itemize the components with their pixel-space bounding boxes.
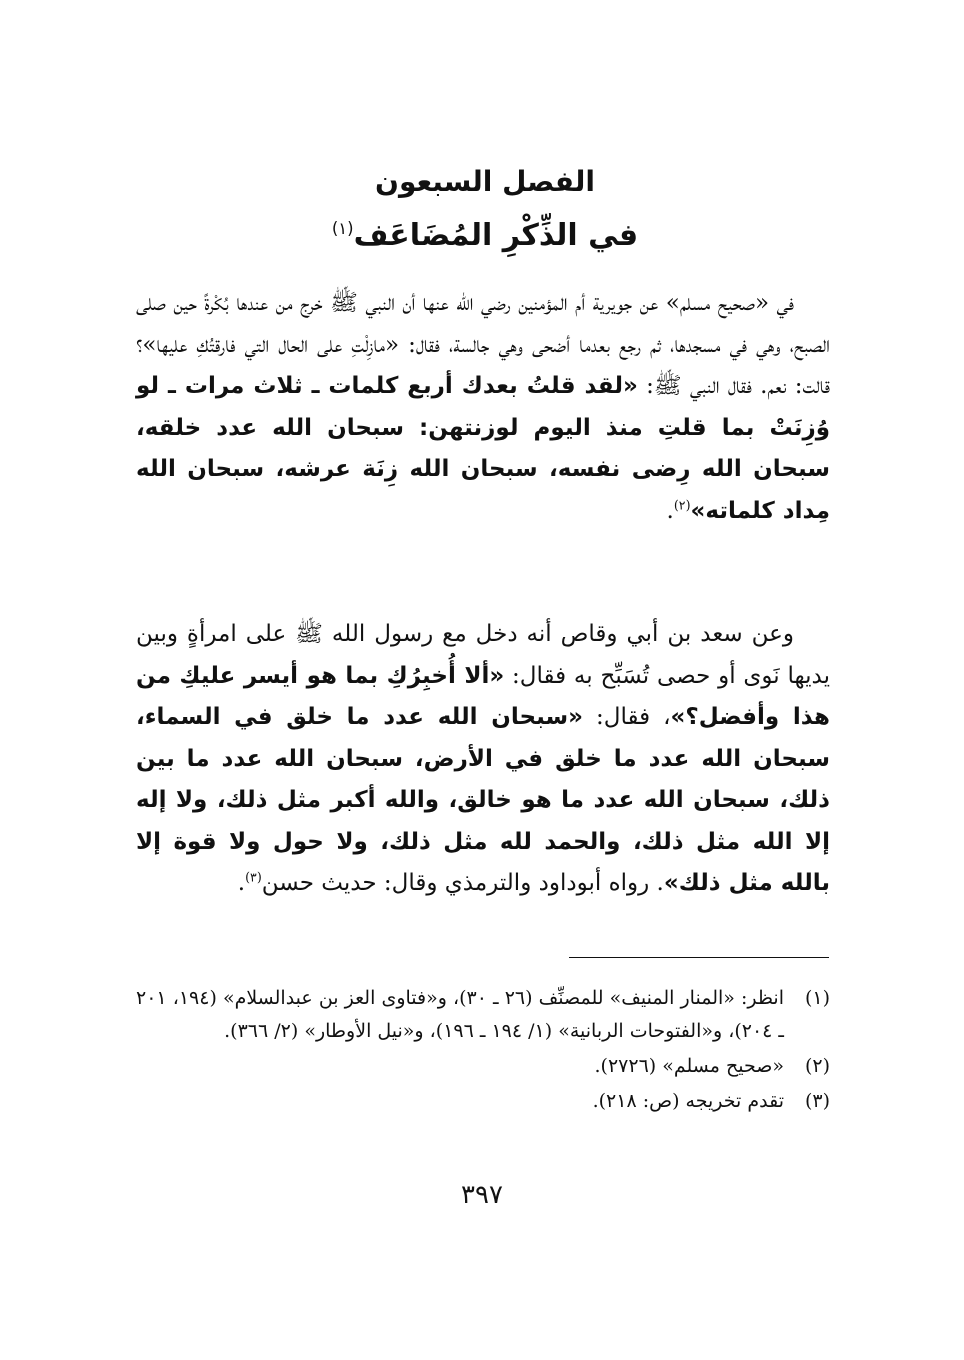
paragraph-juwayriya-hadith — [136, 283, 830, 532]
page-number: ٣٩٧ — [461, 1180, 503, 1210]
paragraph-2-quote-1: «ألا أُخبِرُكِ بما هو أيسر عليكِ من هذا وأفضل؟» — [136, 662, 830, 730]
paragraph-1-end: . — [666, 497, 674, 524]
paragraph-saad-hadith — [136, 614, 830, 905]
footnote-text: تقدم تخريجه (ص: ٢١٨). — [592, 1090, 784, 1112]
chapter-title-text: الفصل السبعون — [375, 165, 595, 198]
footnote-separator — [569, 957, 829, 958]
paragraph-1-quote: «لقد قلتُ بعدك أربع كلمات ـ ثلاث مرات ـ لو وُزِنَتْ بما قلتِ منذ اليوم لوزنتهن: سبحان الله عدد خلقه، سبحان الله رِضى نفسه، سبحان الله زِنَة عرشه، سبحان الله مِداد كلماته» — [136, 373, 830, 524]
footnote-ref-1: (١) — [331, 219, 354, 238]
footnote-text: انظر: «المنار المنيف» للمصنِّف (٢٦ ـ ٣٠)، و«فتاوى العز بن عبدالسلام» (١٩٤، ٢٠١ ـ ٢٠٤)، و«الفتوحات الربانية» (١/ ١٩٤ ـ ١٩٦)، و«نيل الأوطار» (٢/ ٣٦٦). — [136, 987, 784, 1042]
footnote-number: (٣) — [804, 1090, 830, 1112]
paragraph-2-end: . — [237, 870, 246, 896]
paragraph-2-text-2: ، فقال: — [582, 704, 671, 730]
footnote-text: «صحيح مسلم» (٢٧٢٦). — [594, 1055, 784, 1077]
footnote-1 — [136, 982, 830, 1048]
footnote-number: (١) — [804, 987, 830, 1009]
footnote-number: (٢) — [804, 1055, 830, 1077]
footnote-ref-2: (٢) — [673, 496, 691, 512]
chapter-subtitle — [140, 218, 830, 253]
paragraph-2-text-3: . رواه أبوداود والترمذي وقال: حديث حسن — [261, 870, 664, 896]
paragraph-2-quote-2: «سبحان الله عدد ما خلق في السماء، سبحان الله عدد ما خلق في الأرض، سبحان الله عدد ما بين ذلك، سبحان الله عدد ما هو خالق، والله أكبر مثل ذلك، ولا إله إلا الله مثل ذلك، والحمد لله مثل ذلك، ولا حول ولا قوة إلا بالله مثل ذلك» — [136, 704, 830, 896]
footnote-2 — [136, 1050, 830, 1083]
chapter-title — [140, 165, 830, 198]
paragraph-2-text-1: وعن سعد بن أبي وقاص أنه دخل مع رسول الله ﷺ على امرأةٍ وبين يديها نَوى أو حصى تُسَبِّح به فقال: — [136, 621, 830, 689]
footnote-3 — [136, 1085, 830, 1118]
paragraph-1-text: في «صحيح مسلم» عن جويرية أم المؤمنين رضي الله عنها أن النبي ﷺ خرج من عندها بُكْرةً حين صلى الصبح، وهي في مسجدها، ثم رجع بعدما أضحى وهي جالسة، فقال: «مازِلْتِ على الحال التي فارقتُكِ عليها»؟ قالت: نعم. فقال النبي ﷺ: — [136, 290, 830, 399]
footnotes-section — [136, 982, 830, 1120]
chapter-subtitle-text: في الذِّكْرِ المُضَاعَف — [353, 218, 639, 253]
footnote-ref-3: (٣) — [245, 869, 262, 885]
